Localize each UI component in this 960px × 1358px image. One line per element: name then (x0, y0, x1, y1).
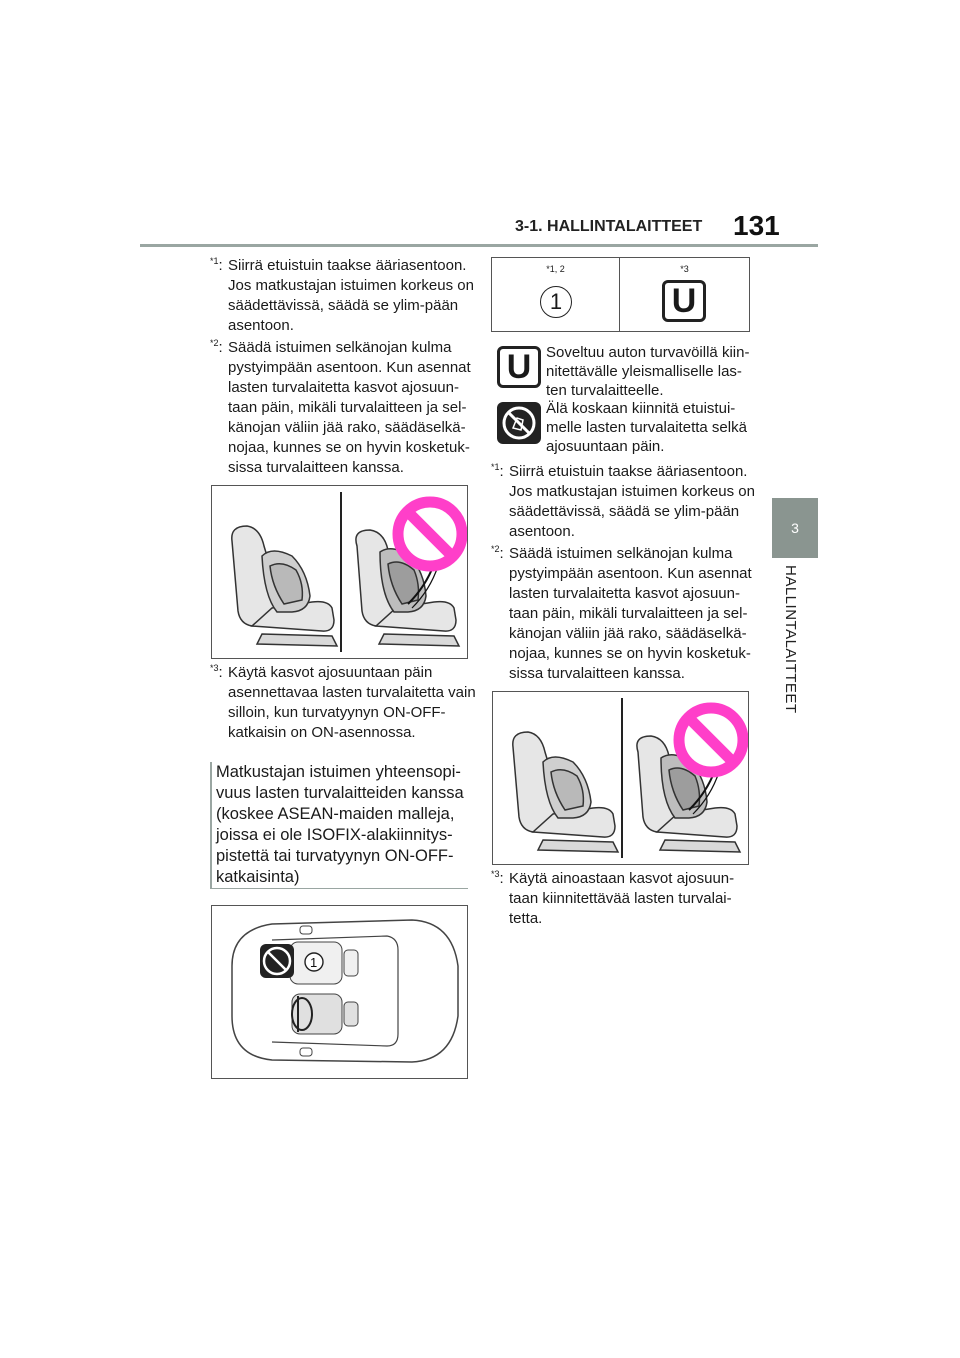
legend-universal-text: Soveltuu auton turvavöillä kiin-nitettävälle yleismalliselle las-ten turvalaitteelle. (546, 344, 750, 399)
left-note-2: $^{*2}$: Säädä istuimen selkänojan kulma pystyimpään asentoon. Kun asennat lasten turvalaitetta kasvot ajosuun-taan päin, mikäli turvalaitteen ja sel-känojan väliin jää rako, säädäselkä-nojaa, kunnes se on hyvin kosketuk-sissa turvalaitteen kanssa. (210, 338, 471, 476)
left-note-3: $^{*3}$: Käytä kasvot ajosuuntaan päin asennettavaa lasten turvalaitetta vain silloin, kun turvatyynyn ON-OFF-katkaisin on ON-asennossa. (210, 663, 476, 741)
section-title: 3-1. HALLINTALAITTEET (515, 218, 703, 235)
compatibility-heading: Matkustajan istuimen yhteensopi-vuus lasten turvalaitteiden kanssa (koskee ASEAN-maiden malleja, joissa ei ole ISOFIX-alakiinnitys-pistettä tai turvatyynyn ON-OFF-katkaisinta) (210, 762, 474, 888)
legend-prohibit-icon (497, 402, 541, 444)
header-rule (140, 244, 818, 247)
chapter-label: HALLINTALAITTEET (782, 565, 799, 714)
seat-illustration-right (492, 691, 749, 865)
seat-illustration-left (211, 485, 468, 659)
category-1-icon: 1 (540, 286, 572, 318)
right-note-3: $^{*3}$: Käytä ainoastaan kasvot ajosuun-taan kiinnitettävää lasten turvalai-tetta. (491, 869, 735, 927)
universal-icon: U (662, 280, 706, 322)
heading-rule (210, 888, 468, 889)
table-col-2: *3 U (620, 258, 749, 331)
left-note-1: $^{*1}$: Siirrä etuistuin taakse ääriasentoon. Jos matkustajan istuimen korkeus on säädettävissä, säädä se ylim-pään asentoon. (210, 256, 474, 334)
car-diagram (211, 905, 468, 1079)
page-number: 131 (733, 210, 780, 241)
legend-universal-icon: U (497, 346, 541, 388)
right-note-1: $^{*1}$: Siirrä etuistuin taakse ääriasentoon. Jos matkustajan istuimen korkeus on säädettävissä, säädä se ylim-pään asentoon. (491, 462, 755, 540)
category-table (491, 257, 750, 332)
seat-drawing (212, 486, 467, 658)
legend-prohibit-text: Älä koskaan kiinnitä etuistui-melle lasten turvalaitetta selkä ajosuuntaan päin. (546, 400, 747, 455)
table-col-1: *1, 2 1 (492, 258, 620, 331)
car-diagram-label: 1 (310, 955, 318, 970)
chapter-tab: 3 (772, 498, 818, 558)
right-note-2: $^{*2}$: Säädä istuimen selkänojan kulma pystyimpään asentoon. Kun asennat lasten turvalaitetta kasvot ajosuun-taan päin, mikäli turvalaitteen ja sel-känojan väliin jää rako, säädäselkä-nojaa, kunnes se on hyvin kosketuk-sissa turvalaitteen kanssa. (491, 544, 752, 682)
